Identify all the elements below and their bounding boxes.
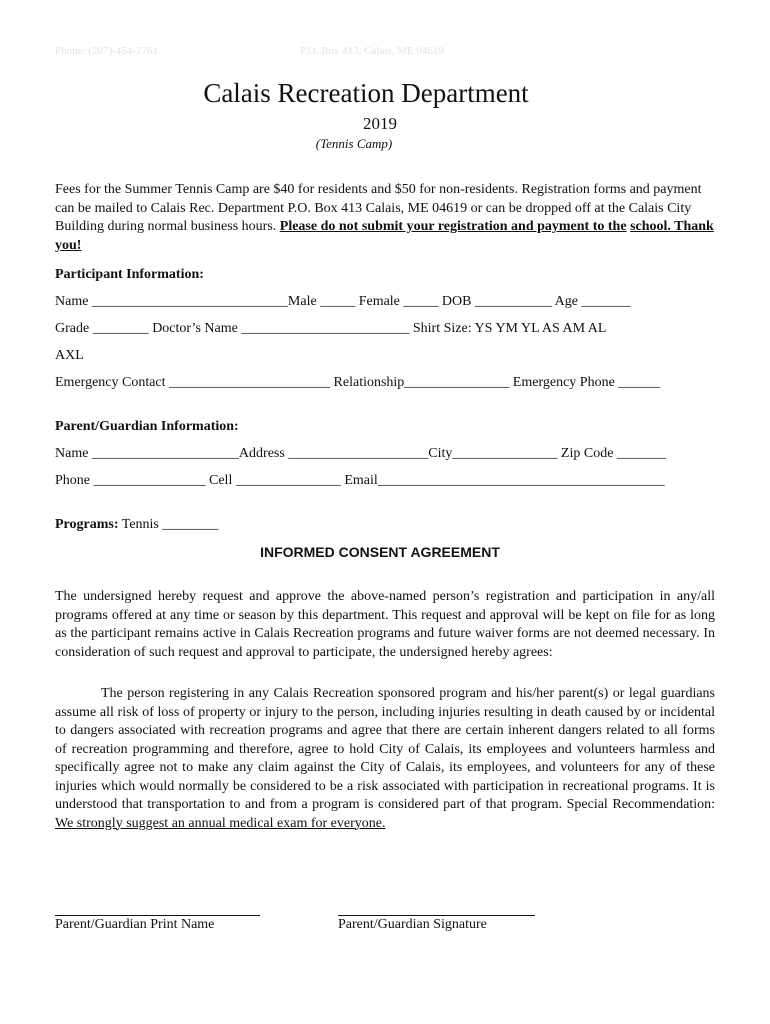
participant-row-emergency[interactable]: Emergency Contact _______________________ Relationship_______________ Emergency Phone ______ [55,375,661,390]
guardian-row-phone[interactable]: Phone ________________ Cell _______________ Email_________________________________________ [55,473,665,488]
consent-paragraph-2 [55,685,715,833]
programs-label: Programs: [55,517,119,532]
consent-heading: INFORMED CONSENT AGREEMENT [260,544,500,560]
page-title: Calais Recreation Department [203,78,529,108]
intro-notice-part2: school. Thank you! [55,219,714,253]
header-phone: Phone: (207)-454-2761 [55,45,158,57]
participant-row-grade[interactable]: Grade ________ Doctor’s Name ________________________ Shirt Size: YS YM YL AS AM AL [55,321,607,336]
signature-label: Parent/Guardian Signature [338,917,487,932]
intro-notice-part1: Please do not submit your registration and payment to the [279,219,627,234]
consent-paragraph-1: The undersigned hereby request and approve the above-named person’s registration and participation in any/all programs offered at any time or season by this department. This request and approval will be kept on file for as long as the participant remains active in Calais Recreation programs and future waiver forms are not deemed necessary. In consideration of such request and approval to participate, the undersigned hereby agrees: [55,589,715,660]
guardian-heading: Parent/Guardian Information: [55,419,239,434]
header-address: P.O. Box 413, Calais, ME 04619 [300,45,444,57]
programs-row[interactable] [55,517,218,533]
guardian-row-name[interactable]: Name _____________________Address ____________________City_______________ Zip Code _______ [55,446,666,461]
programs-value: Tennis ________ [121,517,219,532]
consent-recommendation: We strongly suggest an annual medical exam for everyone. [55,815,386,831]
page-year: 2019 [363,114,397,133]
consent-paragraph-2-text: The person registering in any Calais Recreation sponsored program and his/her parent(s) or legal guardians assume all risk of loss of property or injury to the person, including injuries resulting in death caused by or incidental to dangers associated with recreation programs and agree that there are certain inherent dangers related to all forms of recreation programming and therefore, agree to hold City of Calais, its employees and volunteers harmless and specifically agree not to make any claim against the City of Calais, its employees, and volunteers for any of these injuries which would normally be considered to be a risk associated with participation in recreational programs. It is understood that transportation to and from a program is considered part of that program. Special Recommendation: [55,686,715,812]
intro-paragraph [55,181,715,255]
print-name-line[interactable] [55,915,260,916]
intro-text: Fees for the Summer Tennis Camp are $40 for residents and $50 for non-residents. Registration forms and payment can be mailed to Calais Rec. Department P.O. Box 413 Calais, ME 04619 or can be dropped off at the Calais City Building during normal business hours. [55,182,702,234]
page-subtitle: (Tennis Camp) [315,136,393,151]
participant-heading: Participant Information: [55,267,204,282]
signature-line[interactable] [338,915,535,916]
participant-row-name[interactable]: Name ____________________________Male _____ Female _____ DOB ___________ Age _______ [55,294,631,309]
participant-row-axl[interactable]: AXL [55,348,84,363]
print-name-label: Parent/Guardian Print Name [55,917,215,932]
